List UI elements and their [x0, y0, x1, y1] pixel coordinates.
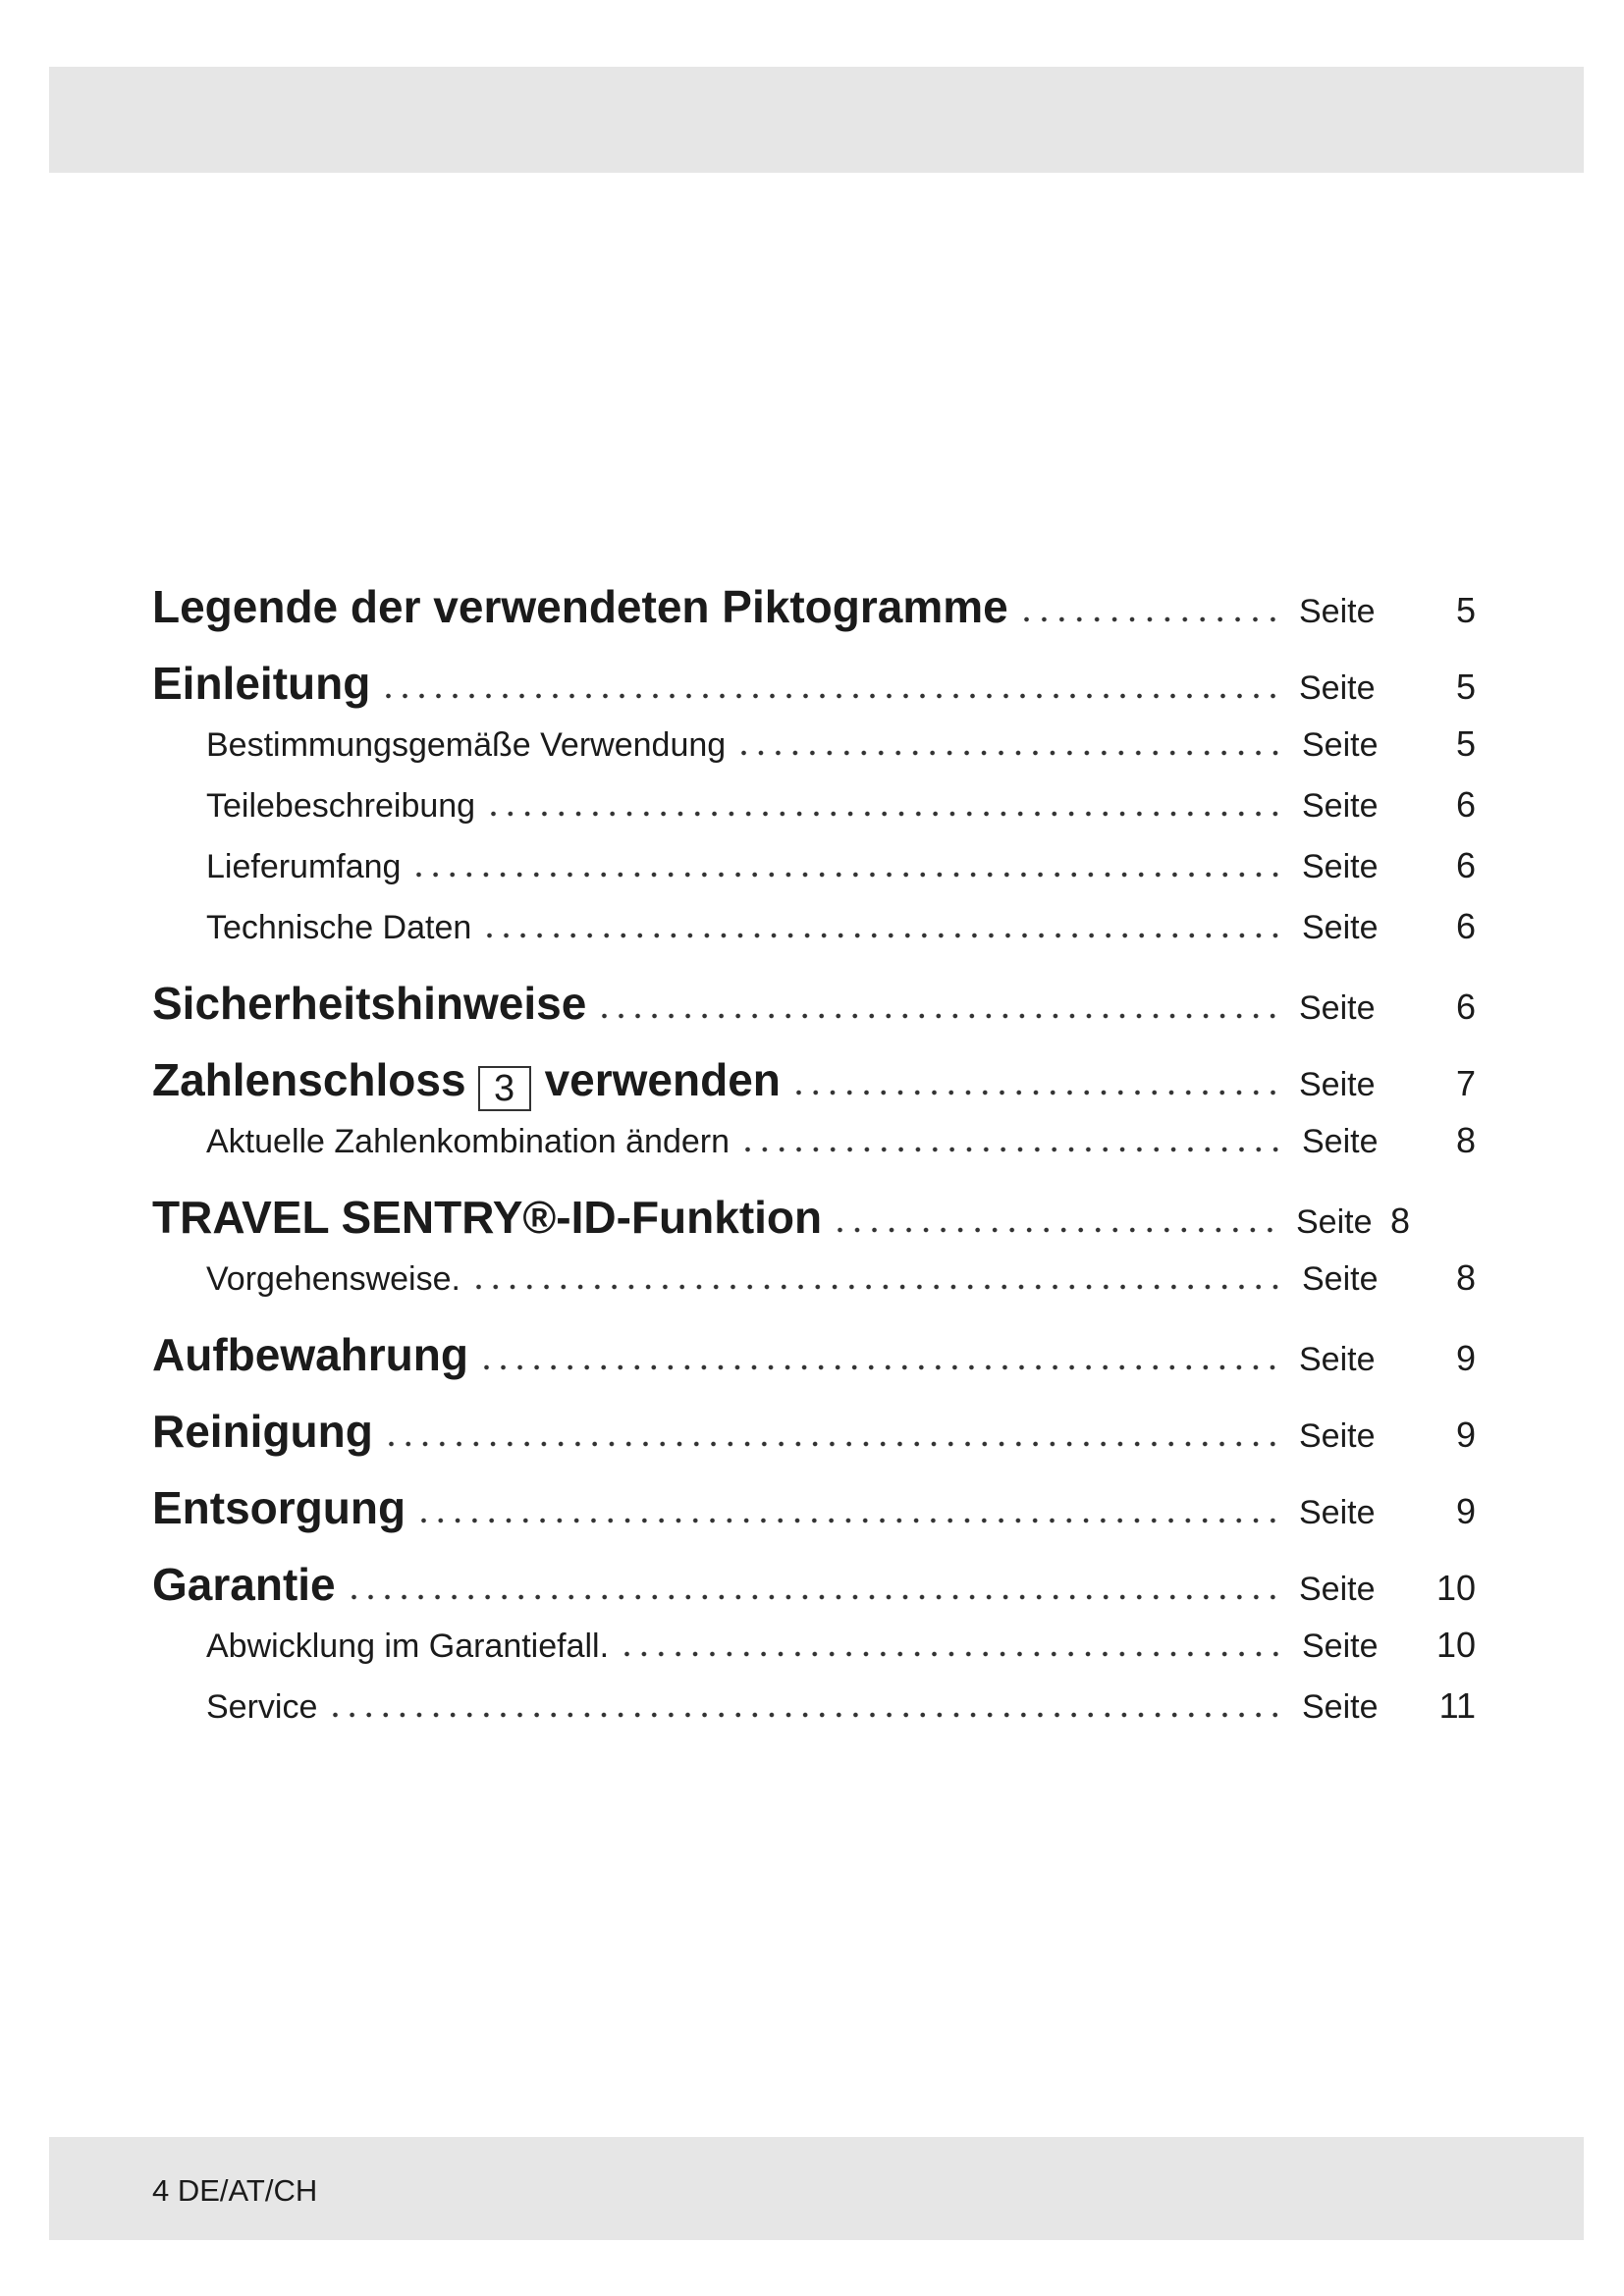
dot-leader	[481, 933, 1284, 938]
page-reference	[1299, 1568, 1476, 1609]
page-label: Seite	[1302, 726, 1379, 764]
toc-subentry-title: Abwicklung im Garantiefall.	[206, 1628, 610, 1665]
dot-leader	[410, 872, 1284, 878]
toc-entry-title: TRAVEL SENTRY®-ID-Funktion	[152, 1192, 823, 1243]
page-label: Seite	[1299, 669, 1376, 707]
toc-subentry-title: Lieferumfang	[206, 848, 402, 885]
page-label: Seite	[1299, 1494, 1376, 1531]
page-label: Seite	[1299, 1066, 1376, 1103]
dot-leader	[619, 1651, 1284, 1657]
page-number: 10	[1435, 1568, 1476, 1608]
page-reference	[1302, 1625, 1476, 1666]
page-label: Seite	[1302, 1260, 1379, 1298]
toc-entry-title: Reinigung	[152, 1406, 373, 1457]
toc-subentry-title: Technische Daten	[206, 909, 472, 946]
footer-page-locale: 4 DE/AT/CH	[152, 2173, 318, 2208]
dot-leader	[478, 1364, 1281, 1370]
page-reference	[1299, 1415, 1476, 1456]
page-label: Seite	[1302, 1688, 1379, 1726]
page-reference	[1299, 1063, 1476, 1104]
page-reference	[1302, 1120, 1476, 1161]
page-number: 7	[1455, 1063, 1476, 1103]
page-reference	[1302, 1257, 1476, 1299]
toc-entry-title: Garantie	[152, 1559, 336, 1610]
dot-leader	[383, 1441, 1281, 1447]
page-number: 6	[1455, 845, 1476, 885]
toc-subentry-title: Service	[206, 1688, 318, 1726]
page-number: 9	[1455, 1491, 1476, 1531]
toc-subentry-abwicklung-garantiefall	[0, 1616, 1476, 1677]
part-reference-box: 3	[478, 1066, 531, 1111]
page-number: 6	[1455, 906, 1476, 946]
toc-entry-entsorgung	[0, 1476, 1476, 1539]
toc-entry-title: Legende der verwendeten Piktogramme	[152, 581, 1008, 632]
page-reference	[1299, 667, 1476, 708]
page-reference	[1302, 845, 1476, 886]
toc-entry-sicherheitshinweise	[0, 972, 1476, 1035]
page-number: 8	[1455, 1120, 1476, 1160]
page-number: 5	[1455, 723, 1476, 764]
page-reference	[1296, 1201, 1410, 1242]
toc-entry-aufbewahrung	[0, 1323, 1476, 1386]
page-label: Seite	[1302, 848, 1379, 885]
page-label: Seite	[1299, 1417, 1376, 1455]
toc-subentry-vorgehensweise	[0, 1249, 1476, 1309]
toc-subentry-title: Aktuelle Zahlenkombination ändern	[206, 1123, 731, 1160]
toc-entry-title: Entsorgung	[152, 1482, 406, 1533]
page-number: 6	[1455, 784, 1476, 825]
dot-leader	[735, 750, 1284, 756]
page-label: Seite	[1302, 1628, 1379, 1665]
dot-leader	[1018, 616, 1281, 622]
toc-entry-title	[152, 1048, 781, 1111]
dot-leader	[832, 1227, 1278, 1233]
dot-leader	[346, 1594, 1281, 1600]
dot-leader	[380, 693, 1281, 699]
dot-leader	[485, 811, 1284, 817]
toc-subentry-teilebeschreibung	[0, 775, 1476, 836]
toc-subentry-lieferumfang	[0, 836, 1476, 897]
page-label: Seite	[1299, 1571, 1376, 1608]
page-number: 8	[1455, 1257, 1476, 1298]
toc-subentry-bestimmungsgemaesse-verwendung	[0, 715, 1476, 775]
dot-leader	[739, 1147, 1284, 1152]
toc-entry-travel-sentry	[0, 1186, 1476, 1249]
page-reference	[1302, 906, 1476, 947]
page-number: 5	[1455, 667, 1476, 707]
header-bar	[49, 67, 1584, 173]
page-reference	[1299, 1338, 1476, 1379]
page-number: 9	[1455, 1338, 1476, 1378]
page-number: 11	[1438, 1685, 1476, 1726]
toc-entry-reinigung	[0, 1400, 1476, 1463]
toc-subentry-service	[0, 1677, 1476, 1737]
toc-entry-einleitung	[0, 652, 1476, 715]
dot-leader	[327, 1712, 1284, 1718]
page-label: Seite	[1299, 989, 1376, 1027]
page-label: Seite	[1302, 909, 1379, 946]
dot-leader	[790, 1090, 1281, 1095]
dot-leader	[596, 1013, 1281, 1019]
page-reference	[1302, 1685, 1476, 1727]
page-label: Seite	[1296, 1203, 1373, 1241]
table-of-contents	[0, 561, 1476, 1737]
page-reference	[1302, 723, 1476, 765]
toc-subentry-technische-daten	[0, 897, 1476, 958]
page-number: 9	[1455, 1415, 1476, 1455]
toc-entry-title: Sicherheitshinweise	[152, 978, 587, 1029]
toc-subentry-title: Bestimmungsgemäße Verwendung	[206, 726, 727, 764]
page-number: 10	[1435, 1625, 1476, 1665]
toc-subentry-zahlenkombination-aendern	[0, 1111, 1476, 1172]
page-number: 5	[1455, 590, 1476, 630]
toc-entry-garantie	[0, 1553, 1476, 1616]
page-label: Seite	[1299, 1341, 1376, 1378]
page-reference	[1302, 784, 1476, 826]
page-number: 6	[1455, 987, 1476, 1027]
toc-entry-title: Aufbewahrung	[152, 1329, 468, 1380]
toc-entry-title-end: verwenden	[544, 1054, 781, 1105]
page-reference	[1299, 1491, 1476, 1532]
page-reference	[1299, 987, 1476, 1028]
toc-entry-legende	[0, 575, 1476, 638]
toc-subentry-title: Teilebeschreibung	[206, 787, 476, 825]
page-label: Seite	[1302, 1123, 1379, 1160]
dot-leader	[415, 1518, 1281, 1523]
page-reference	[1299, 590, 1476, 631]
page-label: Seite	[1302, 787, 1379, 825]
page-label: Seite	[1299, 593, 1376, 630]
toc-entry-title: Einleitung	[152, 658, 371, 709]
dot-leader	[470, 1284, 1284, 1290]
page-number: 8	[1389, 1201, 1410, 1241]
toc-entry-title-start: Zahlenschloss	[152, 1054, 466, 1105]
toc-entry-zahlenschloss	[0, 1048, 1476, 1111]
toc-subentry-title: Vorgehensweise.	[206, 1260, 460, 1298]
